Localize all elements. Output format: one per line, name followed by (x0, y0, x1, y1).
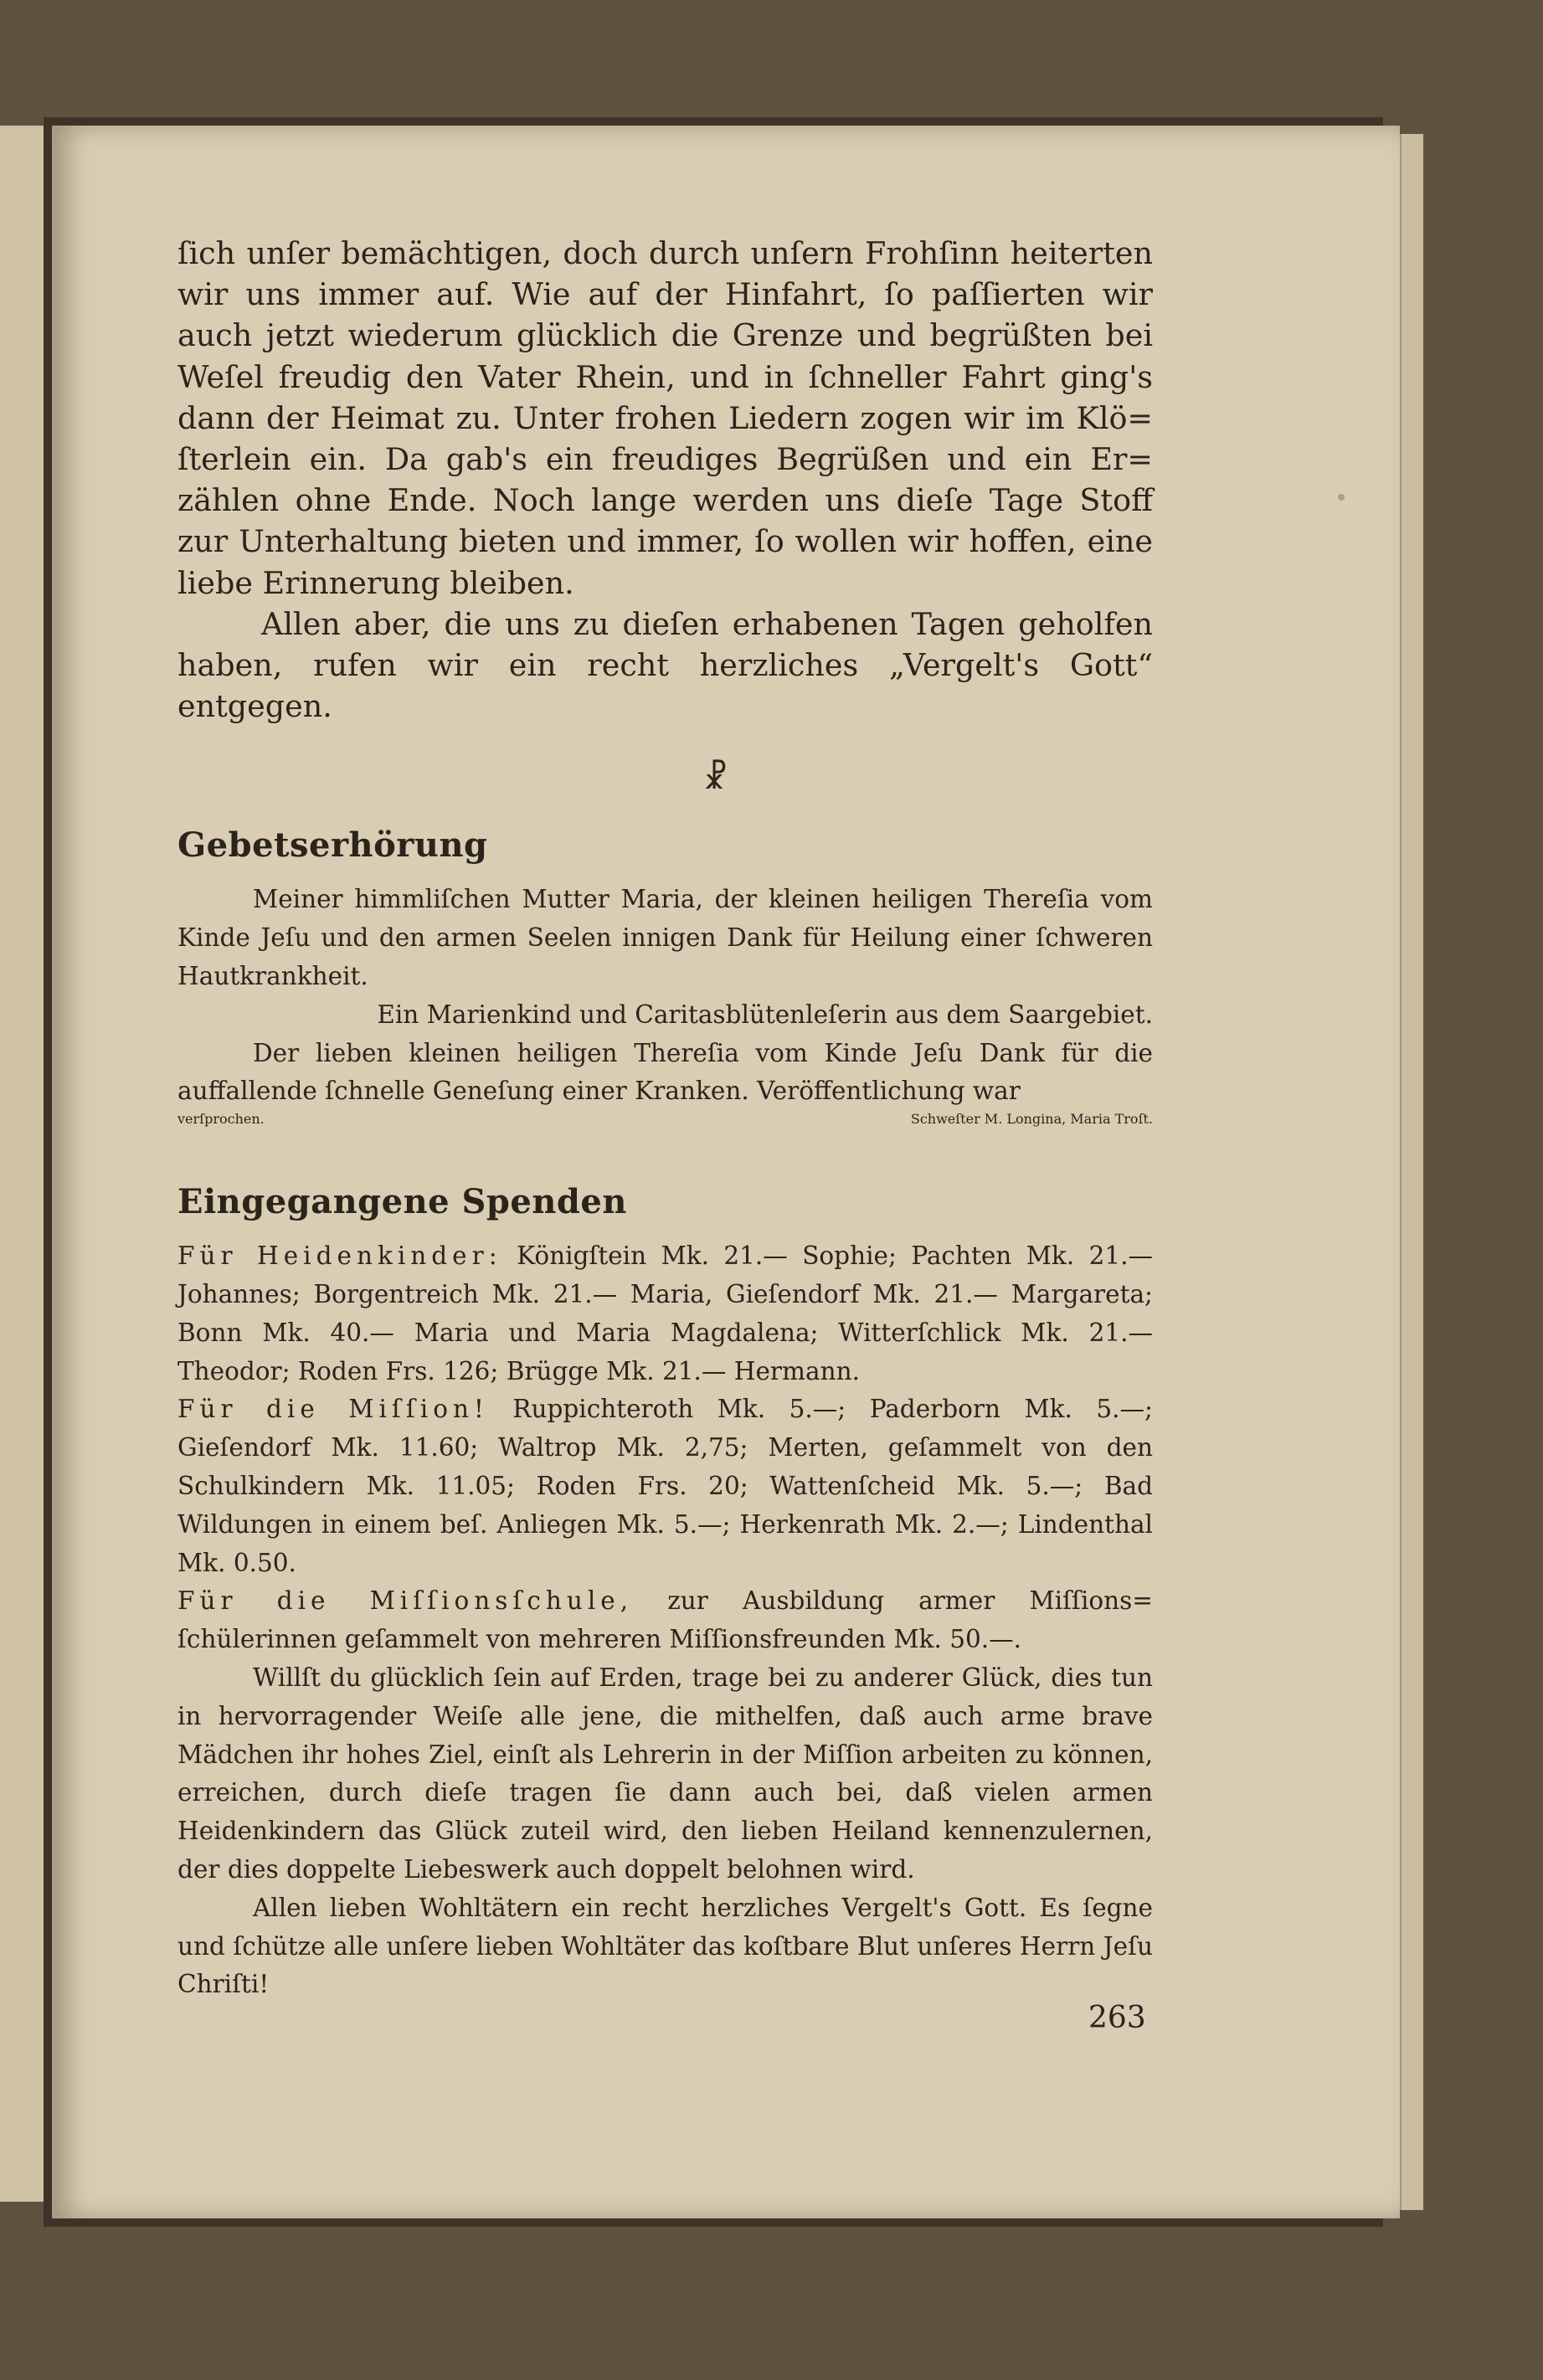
page-number: 263 (1088, 2001, 1146, 2035)
intro-paragraph-1: ſich unſer bemächtigen, doch durch unſern Frohſinn heiterten wir uns immer auf. Wie auf der Hinfahrt, ſo paſſierten wir auch jetzt wiederum glücklich die Grenze und begrüßten bei Weſel freudig den Vater Rhein, und in ſchneller Fahrt ging's dann der Heimat zu. Unter frohen Liedern zogen wir im Klö= ſterlein ein. Da gab's ein freudiges Begrüßen und ein Er= zählen ohne Ende. Noch lange werden uns dieſe Tage Stoff zur Unterhaltung bieten und immer, ſo wollen wir hoffen, eine liebe Erinnerung bleiben. (177, 235, 1153, 601)
section-heading-spenden: Eingegangene Spenden (177, 1182, 627, 1222)
spenden-heidenkinder-text: Königſtein Mk. 21.— Sophie; Pachten Mk. 21.— Johannes; Borgentreich Mk. 21.— Maria, Gieſendorf Mk. 21.— Margareta; Bonn Mk. 40.— Maria und Maria Magdalena; Witterſchlick Mk. 21.— Theodor; Roden Frs. 126; Brügge Mk. 21.— Hermann. (177, 1241, 1153, 1385)
spenden-section (177, 1237, 1153, 2004)
paper-speck (1338, 494, 1345, 501)
spenden-appeal-paragraph: Willſt du glücklich ſein auf Erden, trage bei zu anderer Glück, dies tun in hervorragender Weiſe alle jene, die mithelfen, daß auch arme brave Mädchen ihr hohes Ziel, einſt als Lehrerin in der Miſſion arbeiten zu können, erreichen, durch dieſe tragen ſie dann auch bei, daß vielen armen Heidenkindern das Glück zuteil wird, den lieben Heiland kennenzulernen, der dies doppelte Liebeswerk auch doppelt belohnen wird. (177, 1663, 1153, 1884)
gebet-paragraph-2-end: verſprochen. (177, 1111, 265, 1128)
spenden-mission-text: Ruppichteroth Mk. 5.—; Paderborn Mk. 5.—; Gieſendorf Mk. 11.60; Waltrop Mk. 2,75; Merten, geſammelt von den Schulkindern Mk. 11.05; Roden Frs. 20; Wattenſcheid Mk. 5.—; Bad Wildungen in einem beſ. Anliegen Mk. 5.—; Herkenrath Mk. 2.—; Lindenthal Mk. 0.50. (177, 1395, 1153, 1577)
gebet-closing-row (177, 1111, 1153, 1127)
spenden-missionsschule-label: Für die Miſſionsſchule, (177, 1586, 634, 1616)
spenden-heidenkinder (177, 1237, 1153, 1390)
section-heading-gebetserhoerung: Gebetserhörung (177, 825, 488, 866)
left-page-edge (0, 126, 46, 2202)
chi-rho-ornament: ☧ (702, 759, 728, 797)
gebet-signature-1: Ein Marienkind und Caritasblütenleſerin aus dem Saargebiet. (377, 1000, 1153, 1029)
spenden-mission (177, 1390, 1153, 1582)
spenden-mission-label: Für die Miſſion! (177, 1395, 489, 1424)
page-content (177, 233, 1153, 2004)
spenden-missionsschule-text: zur Ausbildung armer Miſſions= ſchülerinnen geſammelt von mehreren Miſſionsfreunden Mk. 50.—. (177, 1586, 1153, 1654)
spenden-heidenkinder-label: Für Heidenkinder: (177, 1241, 502, 1271)
spenden-thanks-paragraph: Allen lieben Wohltätern ein recht herzliches Vergelt's Gott. Es ſegne und ſchütze alle unſere lieben Wohltäter das koſtbare Blut unſeres Herrn Jeſu Chriſti! (177, 1893, 1153, 1999)
gebet-paragraph-1: Meiner himmliſchen Mutter Maria, der kleinen heiligen Thereſia vom Kinde Jeſu und den armen Seelen innigen Dank für Heilung einer ſchweren Hautkrankheit. (177, 885, 1153, 991)
spenden-missionsschule (177, 1582, 1153, 1659)
page-edge (1400, 134, 1423, 2210)
gebet-signature-2: Schweſter M. Longina, Maria Troſt. (910, 1111, 1153, 1128)
intro-paragraph-2: Allen aber, die uns zu dieſen erhabenen Tagen geholfen haben, rufen wir ein recht herzliches „Vergelt's Gott“ entgegen. (177, 605, 1153, 725)
intro-section (177, 233, 1153, 727)
gebet-section (177, 881, 1153, 1127)
gebet-paragraph-2: Der lieben kleinen heiligen Thereſia vom Kinde Jeſu Dank für die auffallende ſchnelle Geneſung einer Kranken. Veröffentlichung war (177, 1038, 1153, 1106)
